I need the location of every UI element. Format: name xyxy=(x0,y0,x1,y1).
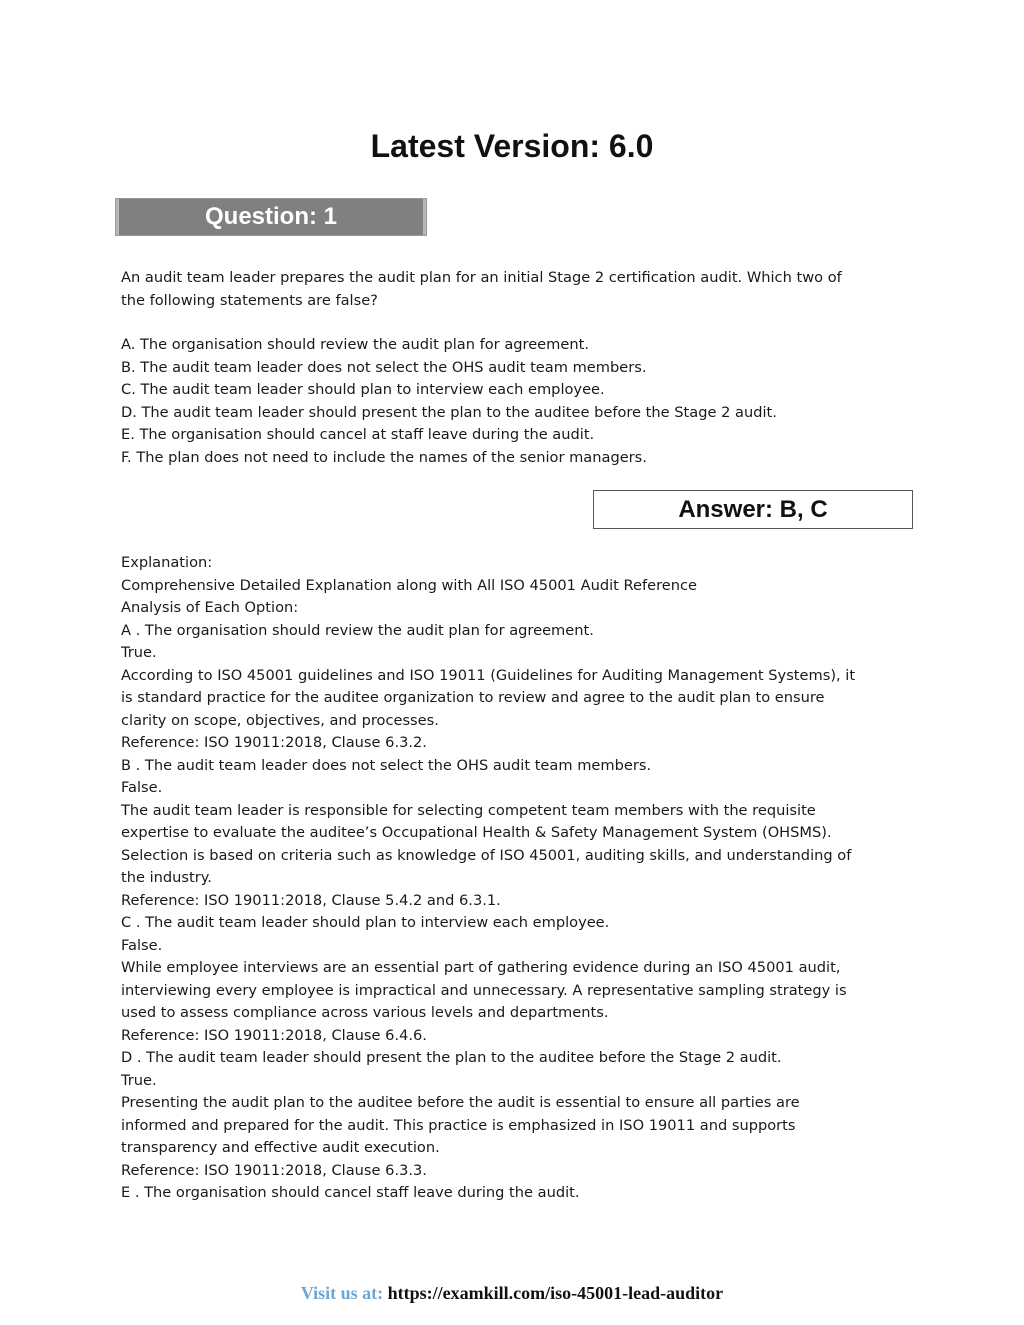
explanation-line: Reference: ISO 19011:2018, Clause 6.3.2. xyxy=(121,734,427,751)
question-label-bar: Question: 1 xyxy=(115,198,427,236)
explanation-line: Selection is based on criteria such as knowledge of ISO 45001, auditing skills, and understanding of xyxy=(121,846,852,864)
explanation-line: C . The audit team leader should plan to interview each employee. xyxy=(121,914,610,931)
explanation-line: D . The audit team leader should present the plan to the auditee before the Stage 2 audit. xyxy=(121,1049,782,1066)
option-d: D. The audit team leader should present the plan to the auditee before the Stage 2 audit. xyxy=(121,403,777,421)
option-f: F. The plan does not need to include the names of the senior managers. xyxy=(121,448,647,466)
question-text-line: An audit team leader prepares the audit plan for an initial Stage 2 certification audit. Which two of xyxy=(121,269,842,286)
explanation-line: is standard practice for the auditee organization to review and agree to the audit plan to ensure xyxy=(121,689,825,706)
explanation-line: Analysis of Each Option: xyxy=(121,599,299,616)
explanation-line: False. xyxy=(121,779,163,796)
explanation-line: True. xyxy=(121,644,157,661)
explanation-line: expertise to evaluate the auditee’s Occupational Health & Safety Management System (OHSMS). xyxy=(121,824,832,841)
footer-visit-label: Visit us at: xyxy=(300,1283,384,1303)
explanation-line: Reference: ISO 19011:2018, Clause 5.4.2 and 6.3.1. xyxy=(121,891,501,909)
option-a: A. The organisation should review the audit plan for agreement. xyxy=(121,336,589,353)
explanation-heading: Explanation: xyxy=(121,554,213,571)
explanation-line: False. xyxy=(121,936,163,954)
option-c: C. The audit team leader should plan to interview each employee. xyxy=(121,381,605,398)
explanation-line: Reference: ISO 19011:2018, Clause 6.3.3. xyxy=(121,1161,427,1179)
footer-url-link[interactable]: https://examkill.com/iso-45001-lead-auditor xyxy=(387,1283,724,1303)
option-list xyxy=(121,334,881,469)
explanation-line: used to assess compliance across various levels and departments. xyxy=(121,1004,609,1021)
explanation-block xyxy=(121,552,881,1205)
explanation-line: Reference: ISO 19011:2018, Clause 6.4.6. xyxy=(121,1026,427,1044)
explanation-line: The audit team leader is responsible for selecting competent team members with the requisite xyxy=(121,801,816,819)
option-b: B. The audit team leader does not select the OHS audit team members. xyxy=(121,358,647,376)
explanation-line: True. xyxy=(121,1071,157,1089)
explanation-line: informed and prepared for the audit. This practice is emphasized in ISO 19011 and supports xyxy=(121,1116,796,1134)
explanation-line: According to ISO 45001 guidelines and ISO 19011 (Guidelines for Auditing Management Systems), it xyxy=(121,666,856,684)
explanation-line: A . The organisation should review the audit plan for agreement. xyxy=(121,621,594,639)
explanation-line: E . The organisation should cancel staff leave during the audit. xyxy=(121,1184,580,1201)
explanation-line: the industry. xyxy=(121,869,212,886)
answer-box: Answer: B, C xyxy=(593,490,913,529)
explanation-line: B . The audit team leader does not select the OHS audit team members. xyxy=(121,756,652,774)
explanation-line: clarity on scope, objectives, and processes. xyxy=(121,711,439,729)
explanation-line: interviewing every employee is impractical and unnecessary. A representative sampling strategy is xyxy=(121,981,847,999)
option-e: E. The organisation should cancel at staff leave during the audit. xyxy=(121,426,595,443)
explanation-line: Comprehensive Detailed Explanation along with All ISO 45001 Audit Reference xyxy=(121,576,697,594)
explanation-line: Presenting the audit plan to the auditee before the audit is essential to ensure all parties are xyxy=(121,1094,800,1111)
question-text-line: the following statements are false? xyxy=(121,291,378,309)
page-footer xyxy=(0,1281,1024,1305)
explanation-line: transparency and effective audit execution. xyxy=(121,1139,440,1156)
question-text xyxy=(121,267,881,312)
page-title: Latest Version: 6.0 xyxy=(370,128,654,164)
explanation-line: While employee interviews are an essential part of gathering evidence during an ISO 45001 audit, xyxy=(121,959,841,976)
